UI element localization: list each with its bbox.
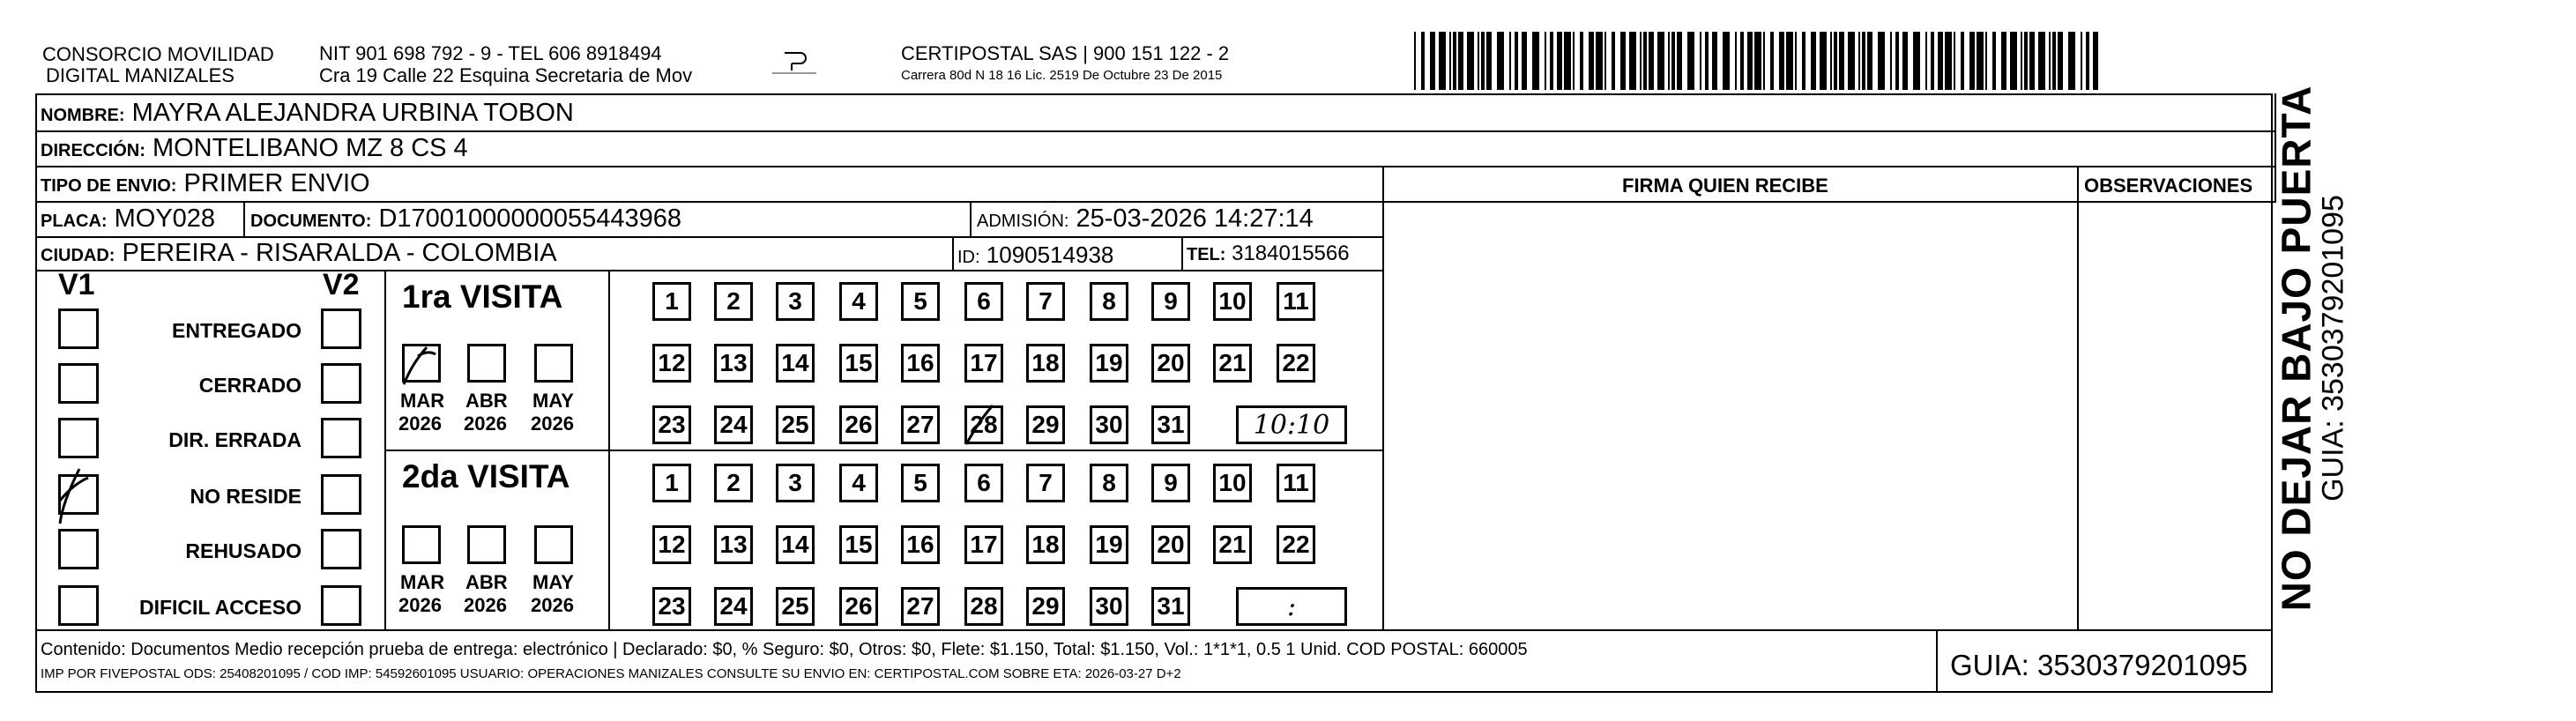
direccion-value: MONTELIBANO MZ 8 CS 4 (152, 134, 468, 162)
company-name (42, 44, 274, 86)
barcode-bar (1620, 32, 1626, 90)
barcode-bar (1902, 32, 1908, 90)
footer-imp: IMP POR FIVEPOSTAL ODS: 25408201095 / COD IMP: 54592601095 USUARIO: OPERACIONES MANIZALES CONSULTE SU ENVIO EN: CERTIPOSTAL.COM SOBRE ETA: 2026-03-27 D+2 (41, 666, 1181, 681)
day-box[interactable]: 26 (839, 405, 878, 444)
barcode-bar (1668, 32, 1670, 90)
day-box[interactable]: 29 (1026, 405, 1065, 444)
barcode-bar (1643, 32, 1647, 90)
observaciones-header: OBSERVACIONES (2084, 175, 2253, 197)
barcode-bar (1458, 32, 1463, 90)
day-box[interactable]: 21 (1213, 344, 1252, 383)
day-box[interactable]: 5 (901, 282, 940, 321)
year-label: 2026 (531, 413, 574, 435)
barcode-bar (1862, 32, 1865, 90)
documento-label: DOCUMENTO: (250, 212, 372, 231)
barcode-bar (1867, 32, 1872, 90)
barcode-bar (1677, 32, 1682, 90)
barcode-bar (1532, 32, 1539, 90)
v2-checkbox[interactable] (321, 529, 361, 569)
barcode-bar (1712, 32, 1717, 90)
day-box[interactable]: 19 (1090, 344, 1128, 383)
status-label: NO RESIDE (190, 485, 302, 508)
carrier-logo-icon (767, 44, 820, 79)
barcode-bar (1573, 32, 1575, 90)
handwritten-day-mark (961, 400, 1005, 454)
visit2-title: 2da VISITA (402, 458, 570, 494)
side-label (2273, 85, 2350, 612)
year-label: 2026 (464, 413, 507, 435)
barcode-bar (1913, 32, 1920, 90)
barcode-bar (2093, 32, 2098, 90)
barcode-bar (1763, 32, 1765, 90)
day-box[interactable]: 7 (1026, 282, 1065, 321)
day-box[interactable]: 15 (839, 344, 878, 383)
barcode-bar (1589, 32, 1594, 90)
barcode-bar (2081, 32, 2082, 90)
address-line: Cra 19 Calle 22 Esquina Secretaria de Mov (319, 64, 693, 86)
v2-checkbox[interactable] (321, 308, 361, 349)
barcode-bar (2029, 32, 2035, 90)
barcode-bar (1834, 32, 1837, 90)
day-box[interactable]: 29 (1026, 587, 1065, 626)
day-box[interactable]: 25 (776, 587, 815, 626)
day-box[interactable]: 31 (1151, 587, 1190, 626)
month-checkbox[interactable] (402, 525, 441, 564)
footer-contenido: Contenido: Documentos Medio recepción prueba de entrega: electrónico | Declarado: $0, % Seguro: $0, Otros: $0, Flete: $1.150, Total: $1.150, Vol.: 1*1*1, 0.5 1 Unid. COD POSTAL: 660005 (41, 640, 1528, 659)
barcode-bar (2001, 32, 2006, 90)
day-box[interactable]: 12 (652, 525, 691, 564)
day-box[interactable]: 12 (652, 344, 691, 383)
day-box[interactable]: 2 (714, 282, 753, 321)
day-box[interactable]: 16 (901, 525, 940, 564)
barcode-bar (1830, 32, 1832, 90)
side-warning: NO DEJAR BAJO PUERTA (2273, 85, 2319, 612)
barcode-bar (1478, 32, 1479, 90)
month-checkbox[interactable] (467, 344, 506, 383)
day-box[interactable]: 23 (652, 587, 691, 626)
day-box[interactable]: 10 (1213, 282, 1252, 321)
ciudad-row (41, 239, 557, 268)
nit-line: NIT 901 698 792 - 9 - TEL 606 8918494 (319, 42, 662, 64)
day-box[interactable]: 6 (964, 282, 1003, 321)
barcode-bar (1735, 32, 1737, 90)
status-label: DIFICIL ACCESO (138, 596, 302, 619)
barcode-bar (1890, 32, 1892, 90)
barcode-bar (1954, 32, 1955, 90)
day-box[interactable]: 9 (1151, 282, 1190, 321)
day-box[interactable]: 17 (964, 525, 1003, 564)
barcode-bar (1550, 32, 1553, 90)
day-box[interactable]: 1 (652, 464, 691, 502)
day-box[interactable]: 30 (1090, 405, 1128, 444)
tel-label: TEL: (1187, 245, 1226, 264)
tipo-label: TIPO DE ENVIO: (41, 176, 177, 196)
barcode-bar (1740, 32, 1744, 90)
nombre-row (41, 99, 574, 128)
barcode-bar (1795, 32, 1797, 90)
barcode-bar (1497, 32, 1504, 90)
day-box[interactable]: 21 (1213, 525, 1252, 564)
barcode-bar (1723, 32, 1730, 90)
v1-label: V1 (58, 268, 95, 301)
v1-checkbox[interactable] (58, 418, 99, 458)
barcode-bar (2049, 32, 2051, 90)
day-box[interactable]: 25 (776, 405, 815, 444)
barcode-bar (1945, 32, 1952, 90)
barcode-bar (1858, 32, 1860, 90)
day-box[interactable]: 24 (714, 405, 753, 444)
day-box[interactable]: 24 (714, 587, 753, 626)
barcode-bar (1481, 32, 1485, 90)
barcode-bar (1878, 32, 1885, 90)
barcode-bar (1467, 32, 1474, 90)
day-box[interactable]: 6 (964, 464, 1003, 502)
handwritten-check-mark (53, 465, 106, 531)
carrier-line1: CERTIPOSTAL SAS | 900 151 122 - 2 (901, 42, 1230, 64)
side-guia: GUIA: 3530379201095 (2316, 195, 2350, 502)
barcode-bar (1449, 32, 1451, 90)
barcode-bar (1596, 32, 1603, 90)
barcode-bar (1612, 32, 1615, 90)
company-nit (319, 42, 692, 86)
day-box[interactable]: 9 (1151, 464, 1190, 502)
v1-checkbox[interactable] (58, 529, 99, 569)
barcode-bar (1414, 32, 1416, 90)
v2-label: V2 (323, 268, 360, 301)
day-box[interactable]: 2 (714, 464, 753, 502)
year-label: 2026 (464, 594, 507, 616)
placa-label: PLACA: (41, 212, 108, 231)
barcode-bar (2058, 32, 2063, 90)
carrier-info (901, 42, 1229, 83)
day-box[interactable]: 18 (1026, 344, 1065, 383)
barcode-bar (1820, 32, 1827, 90)
day-box[interactable]: 26 (839, 587, 878, 626)
placa-value: MOY028 (114, 204, 216, 233)
day-box[interactable]: 4 (839, 282, 878, 321)
barcode-bar (1786, 32, 1793, 90)
barcode-bar (2052, 32, 2056, 90)
barcode-bar (1985, 32, 1987, 90)
barcode-bar (1564, 32, 1571, 90)
visit1-title: 1ra VISITA (402, 279, 563, 315)
month-checkbox[interactable] (534, 344, 573, 383)
day-box[interactable]: 5 (901, 464, 940, 502)
barcode-bar (2038, 32, 2045, 90)
barcode-bar (1687, 32, 1694, 90)
barcode-bar (1557, 32, 1562, 90)
day-box[interactable]: 31 (1151, 405, 1190, 444)
day-box[interactable]: 10 (1213, 464, 1252, 502)
barcode-bar (1604, 32, 1606, 90)
documento-row (250, 204, 681, 234)
barcode-bar (1938, 32, 1943, 90)
nombre-label: NOMBRE: (41, 106, 125, 125)
barcode-bar (1671, 32, 1675, 90)
day-box[interactable]: 20 (1151, 344, 1190, 383)
day-box[interactable]: 18 (1026, 525, 1065, 564)
barcode-bar (1453, 32, 1456, 90)
status-label: DIR. ERRADA (168, 428, 302, 451)
tel-value: 3184015566 (1232, 242, 1350, 265)
day-box[interactable]: 11 (1277, 282, 1315, 321)
barcode-bar (1802, 32, 1805, 90)
barcode-bar (1522, 32, 1527, 90)
day-box[interactable]: 15 (839, 525, 878, 564)
day-box[interactable]: 7 (1026, 464, 1065, 502)
barcode-bar (1705, 32, 1709, 90)
barcode-bar (1961, 32, 1964, 90)
direccion-row (41, 134, 468, 163)
barcode-bar (1848, 32, 1855, 90)
day-box[interactable]: 14 (776, 525, 815, 564)
company-line1: CONSORCIO MOVILIDAD (42, 43, 274, 65)
documento-value: D17001000000055443968 (378, 204, 681, 233)
admision-label: ADMISIÓN: (977, 212, 1069, 231)
day-box[interactable]: 16 (901, 344, 940, 383)
barcode-bar (1430, 32, 1435, 90)
v2-checkbox[interactable] (321, 585, 361, 626)
barcode-bar (1779, 32, 1784, 90)
barcode-bar (1545, 32, 1546, 90)
day-box[interactable]: 13 (714, 525, 753, 564)
barcode-bar (1515, 32, 1518, 90)
barcode-bar (2068, 32, 2075, 90)
placa-row (41, 204, 215, 234)
barcode-bar (2021, 32, 2022, 90)
day-box[interactable]: 17 (964, 344, 1003, 383)
day-box[interactable]: 28 (964, 587, 1003, 626)
day-box[interactable]: 14 (776, 344, 815, 383)
day-box[interactable]: 27 (901, 587, 940, 626)
day-box[interactable]: 11 (1277, 464, 1315, 502)
year-label: 2026 (398, 413, 442, 435)
day-box[interactable]: 23 (652, 405, 691, 444)
barcode-bar (1421, 32, 1425, 90)
firma-header: FIRMA QUIEN RECIBE (1622, 175, 1828, 197)
v1-checkbox[interactable] (58, 363, 99, 404)
year-label: 2026 (531, 594, 574, 616)
day-box[interactable]: 22 (1277, 525, 1315, 564)
barcode-bar (1640, 32, 1642, 90)
id-label: ID: (957, 248, 980, 267)
day-box[interactable]: 22 (1277, 344, 1315, 383)
day-box[interactable]: 3 (776, 282, 815, 321)
handwritten-month-mark (397, 338, 450, 396)
barcode-bar (1747, 32, 1753, 90)
barcode-bar (1811, 32, 1816, 90)
ciudad-value: PEREIRA - RISARALDA - COLOMBIA (122, 239, 557, 267)
v1-checkbox[interactable] (58, 585, 99, 626)
id-row (957, 242, 1113, 269)
barcode (1414, 32, 2102, 90)
nombre-value: MAYRA ALEJANDRA URBINA TOBON (131, 99, 574, 127)
barcode-bar (1770, 32, 1774, 90)
day-box[interactable]: 30 (1090, 587, 1128, 626)
tipo-row (41, 169, 370, 198)
barcode-bar (2024, 32, 2028, 90)
v2-checkbox[interactable] (321, 418, 361, 458)
barcode-bar (2010, 32, 2017, 90)
day-box[interactable]: 27 (901, 405, 940, 444)
barcode-bar (1992, 32, 1996, 90)
barcode-bar (1700, 32, 1701, 90)
tel-row (1187, 242, 1350, 266)
barcode-bar (2086, 32, 2089, 90)
id-value: 1090514938 (986, 242, 1114, 268)
month-label: ABR (465, 571, 508, 593)
v1-checkbox[interactable] (58, 308, 99, 349)
day-box[interactable]: 20 (1151, 525, 1190, 564)
barcode-bar (1931, 32, 1934, 90)
day-box[interactable]: 28 (964, 405, 1003, 444)
footer-guia: GUIA: 3530379201095 (1950, 649, 2248, 681)
barcode-bar (1839, 32, 1844, 90)
barcode-bar (1969, 32, 1975, 90)
signature-area[interactable] (1386, 203, 2075, 628)
month-label: ABR (465, 390, 508, 412)
barcode-bar (1580, 32, 1583, 90)
barcode-bar (1439, 32, 1446, 90)
day-box[interactable]: 19 (1090, 525, 1128, 564)
barcode-bar (1895, 32, 1899, 90)
day-box[interactable]: 8 (1090, 282, 1128, 321)
status-label: REHUSADO (185, 539, 302, 562)
carrier-line2: Carrera 80d N 18 16 Lic. 2519 De Octubre 23 De 2015 (901, 68, 1223, 83)
barcode-bar (1486, 32, 1492, 90)
tipo-value: PRIMER ENVIO (183, 169, 370, 197)
month-checkbox[interactable] (467, 525, 506, 564)
day-box[interactable]: 8 (1090, 464, 1128, 502)
ciudad-label: CIUDAD: (41, 246, 115, 265)
barcode-bar (1509, 32, 1511, 90)
company-line2: DIGITAL MANIZALES (46, 64, 235, 86)
month-label: MAR (400, 390, 445, 412)
time-box[interactable]: 10:10 (1236, 405, 1347, 444)
barcode-bar (1629, 32, 1636, 90)
day-box[interactable]: 13 (714, 344, 753, 383)
admision-row (977, 204, 1314, 234)
barcode-bar (1977, 32, 1984, 90)
direccion-label: DIRECCIÓN: (41, 141, 145, 160)
barcode-bar (1657, 32, 1664, 90)
status-label: CERRADO (198, 374, 302, 397)
admision-value: 25-03-2026 14:27:14 (1076, 204, 1314, 233)
time-box[interactable]: : (1236, 587, 1347, 626)
day-box[interactable]: 4 (839, 464, 878, 502)
day-box[interactable]: 3 (776, 464, 815, 502)
day-box[interactable]: 1 (652, 282, 691, 321)
month-label: MAR (400, 571, 445, 593)
barcode-bar (1754, 32, 1761, 90)
status-label: ENTREGADO (172, 319, 302, 342)
v2-checkbox[interactable] (321, 363, 361, 404)
year-label: 2026 (398, 594, 442, 616)
month-label: MAY (532, 571, 574, 593)
barcode-bar (1649, 32, 1654, 90)
month-label: MAY (532, 390, 574, 412)
v2-checkbox[interactable] (321, 474, 361, 515)
month-checkbox[interactable] (534, 525, 573, 564)
barcode-bar (1925, 32, 1927, 90)
